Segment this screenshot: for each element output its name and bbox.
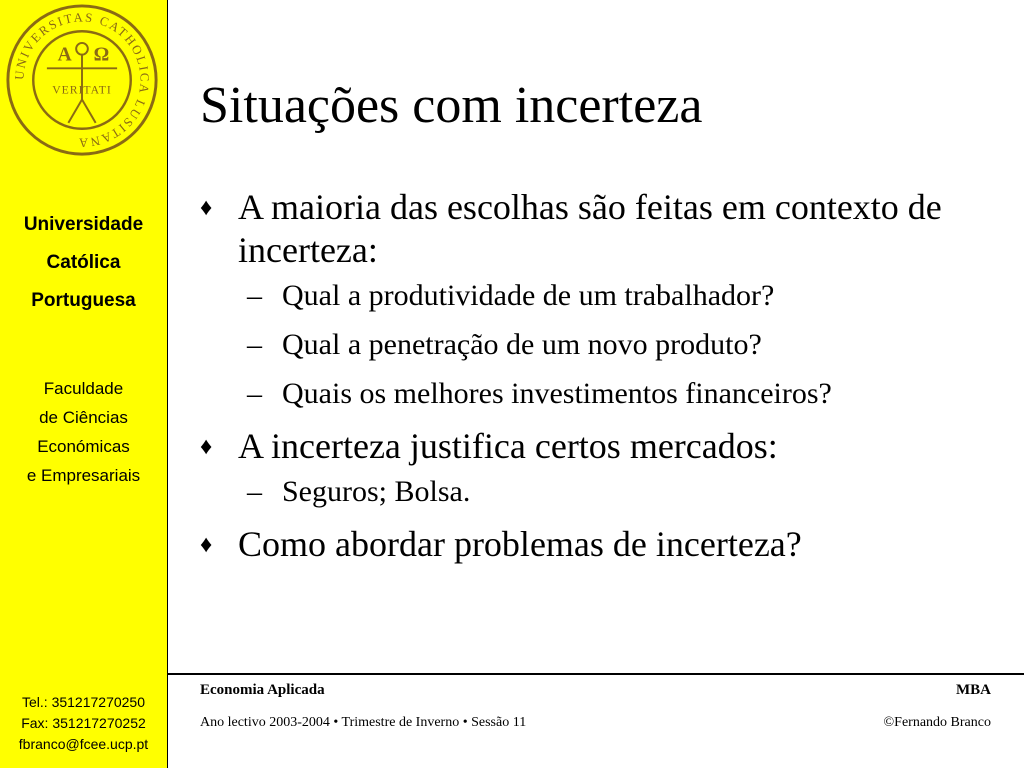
sidebar (0, 0, 168, 768)
seal-motto: VERITATI (52, 83, 112, 97)
alpha-glyph: A (57, 44, 72, 66)
sub-bullet-text: Quais os melhores investimentos financeiros? (282, 377, 832, 410)
contact-fax: Fax: 351217270252 (21, 715, 146, 731)
sub-bullet-item (200, 376, 1000, 412)
footer-session: Ano lectivo 2003-2004 • Trimestre de Inverno • Sessão 11 (200, 715, 527, 730)
sub-bullet-item (200, 474, 1000, 510)
omega-glyph: Ω (93, 44, 110, 66)
dash-bullet: – (247, 475, 262, 508)
bullet-item (200, 425, 1000, 468)
faculty-name (0, 374, 167, 490)
footer-divider (167, 673, 1024, 675)
bullet-text: A incerteza justifica certos mercados: (238, 426, 778, 466)
contact-phone: Tel.: 351217270250 (22, 694, 145, 710)
slide-title: Situações com incerteza (200, 77, 703, 134)
dash-bullet: – (247, 377, 262, 410)
university-seal-icon (4, 2, 160, 158)
faculty-line: Económicas (37, 437, 130, 456)
bullet-list (200, 186, 1000, 572)
seal-ring-text: UNIVERSITAS CATHOLICA LUSITANA (12, 10, 152, 150)
contact-info (0, 692, 167, 755)
institution-name (0, 206, 167, 320)
bullet-text: Como abordar problemas de incerteza? (238, 524, 802, 564)
institution-line: Católica (46, 252, 121, 273)
dash-bullet: – (247, 328, 262, 361)
bullet-item (200, 523, 1000, 566)
institution-line: Universidade (23, 214, 144, 235)
sub-bullet-text: Qual a penetração de um novo produto? (282, 328, 762, 361)
dash-bullet: – (247, 279, 262, 312)
contact-email: fbranco@fcee.ucp.pt (18, 736, 149, 752)
faculty-line: Faculdade (43, 379, 124, 398)
bullet-item (200, 186, 1000, 272)
faculty-line: e Empresariais (26, 466, 141, 485)
footer-course: Economia Aplicada (200, 682, 325, 698)
institution-line: Portuguesa (31, 290, 136, 311)
bullet-text: A maioria das escolhas são feitas em contexto de incerteza: (238, 187, 942, 270)
diamond-bullet-icon: ♦ (200, 434, 213, 460)
footer-program: MBA (956, 682, 991, 698)
diamond-bullet-icon: ♦ (200, 532, 213, 558)
sub-bullet-item (200, 327, 1000, 363)
sub-bullet-text: Seguros; Bolsa. (282, 475, 471, 508)
footer-author: ©Fernando Branco (883, 715, 991, 730)
diamond-bullet-icon: ♦ (200, 195, 213, 221)
faculty-line: de Ciências (39, 408, 128, 427)
sub-bullet-item (200, 278, 1000, 314)
sub-bullet-text: Qual a produtividade de um trabalhador? (282, 279, 775, 312)
